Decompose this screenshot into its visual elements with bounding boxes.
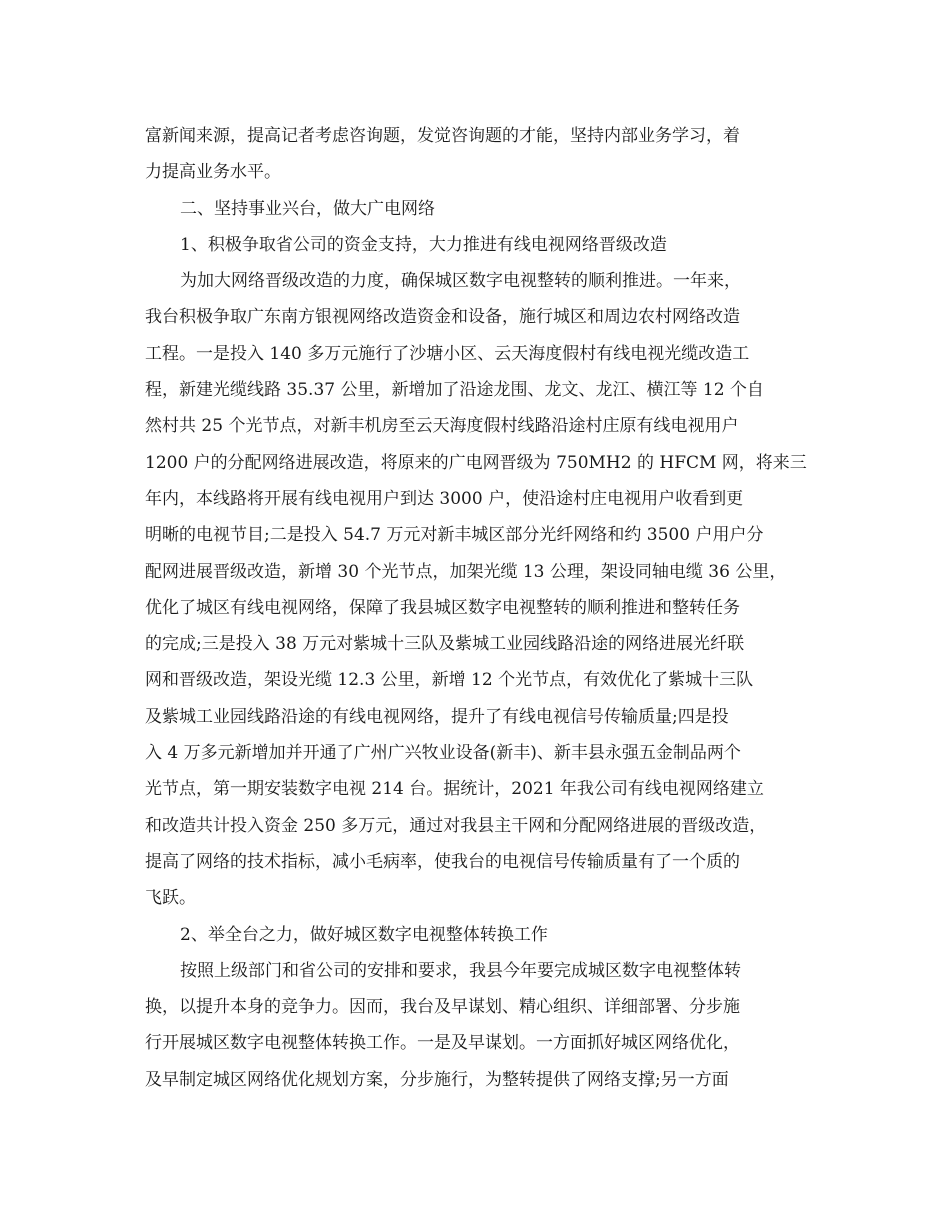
text-line: 网和晋级改造，架设光缆 12.3 公里，新增 12 个光节点，有效优化了紫城十三队 — [145, 670, 754, 691]
paragraph-first-line: 二、坚持事业兴台，做大广电网络 — [180, 198, 435, 219]
text-line: 1200 户的分配网络进展改造，将原来的广电网晋级为 750MH2 的 HFCM 网，将来三 — [145, 452, 807, 473]
body-text — [145, 118, 810, 1098]
text-line: 力提高业务水平。 — [145, 162, 281, 183]
paragraph-first-line: 按照上级部门和省公司的安排和要求，我县今年要完成城区数字电视整体转 — [180, 960, 741, 981]
text-line: 及紫城工业园线路沿途的有线电视网络，提升了有线电视信号传输质量;四是投 — [145, 706, 729, 727]
text-line: 飞跃。 — [145, 888, 196, 909]
paragraph-first-line: 1、积极争取省公司的资金支持，大力推进有线电视网络晋级改造 — [180, 234, 667, 255]
text-line: 换，以提升本身的竞争力。因而，我台及早谋划、精心组织、详细部署、分步施 — [145, 997, 740, 1018]
text-line: 的完成;三是投入 38 万元对紫城十三队及紫城工业园线路沿途的网络进展光纤联 — [145, 634, 745, 655]
text-line: 及早制定城区网络优化规划方案，分步施行，为整转提供了网络支撑;另一方面 — [145, 1069, 729, 1090]
text-line: 入 4 万多元新增加并开通了广州广兴牧业设备(新丰)、新丰县永强五金制品两个 — [145, 743, 741, 764]
text-line: 光节点，第一期安装数字电视 214 台。据统计，2021 年我公司有线电视网络建立 — [145, 779, 764, 800]
text-line: 年内，本线路将开展有线电视用户到达 3000 户，使沿途村庄电视用户收看到更 — [145, 488, 744, 509]
text-line: 和改造共计投入资金 250 多万元，通过对我县主干网和分配网络进展的晋级改造， — [145, 815, 767, 836]
text-line: 优化了城区有线电视网络，保障了我县城区数字电视整转的顺利推进和整转任务 — [145, 597, 740, 618]
paragraph-first-line: 为加大网络晋级改造的力度，确保城区数字电视整转的顺利推进。一年来， — [180, 271, 741, 292]
text-line: 提高了网络的技术指标，减小毛病率，使我台的电视信号传输质量有了一个质的 — [145, 851, 740, 872]
text-line: 明晰的电视节目;二是投入 54.7 万元对新丰城区部分光纤网络和约 3500 户用户分 — [145, 525, 764, 546]
text-line: 程，新建光缆线路 35.37 公里，新增加了沿途龙围、龙文、龙江、横江等 12 个自 — [145, 380, 764, 401]
text-line: 富新闻来源，提高记者考虑咨询题，发觉咨询题的才能，坚持内部业务学习，着 — [145, 126, 740, 146]
text-line: 我台积极争取广东南方银视网络改造资金和设备，施行城区和周边农村网络改造 — [145, 307, 740, 328]
text-line: 工程。一是投入 140 多万元施行了沙塘小区、云天海度假村有线电视光缆改造工 — [145, 343, 750, 364]
paragraph-first-line: 2、举全台之力，做好城区数字电视整体转换工作 — [180, 924, 548, 945]
text-line: 然村共 25 个光节点，对新丰机房至云天海度假村线路沿途村庄原有线电视用户 — [145, 416, 739, 437]
text-line: 行开展城区数字电视整体转换工作。一是及早谋划。一方面抓好城区网络优化， — [145, 1033, 740, 1054]
text-line: 配网进展晋级改造，新增 30 个光节点，加架光缆 13 公理，架设同轴电缆 36 公里， — [145, 561, 787, 582]
